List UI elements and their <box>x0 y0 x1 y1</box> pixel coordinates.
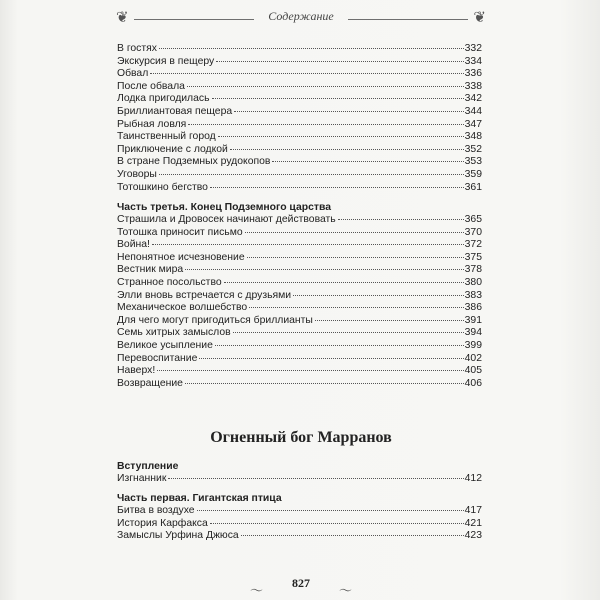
toc-entry: Таинственный город 348 <box>117 131 482 143</box>
toc-entry: Война! 372 <box>117 239 482 251</box>
toc-entry: Уговоры 359 <box>117 168 482 180</box>
running-header <box>112 6 490 28</box>
toc-section-continued <box>117 43 482 194</box>
toc-entry: Экскурсия в пещеру 334 <box>117 55 482 67</box>
left-flourish-icon: ❦ <box>116 8 129 26</box>
page-footer <box>240 574 362 599</box>
toc-entry: Механическое волшебство 386 <box>117 302 482 314</box>
toc-entry: Тотошкино бегство 361 <box>117 181 482 193</box>
toc-entry: Непонятное исчезновение 375 <box>117 251 482 263</box>
book-title: Огненный бог Марранов <box>210 429 392 446</box>
toc-entry: Обвал 336 <box>117 68 482 80</box>
toc-entry: Возвращение 406 <box>117 377 482 389</box>
toc-entry: Семь хитрых замыслов 394 <box>117 327 482 339</box>
introduction-title: Вступление <box>117 461 179 472</box>
toc-entry: Страшила и Дровосек начинают действовать 365 <box>117 214 482 225</box>
toc-part-three <box>117 201 482 390</box>
toc-entry: История Карфакса 421 <box>117 517 482 529</box>
toc-entry: Тотошка приносит письмо 370 <box>117 226 482 238</box>
toc-entry: В стране Подземных рудокопов 353 <box>117 156 482 168</box>
header-title: Содержание <box>268 9 334 23</box>
left-swash-icon: 〜 <box>250 584 264 599</box>
toc-entry: Бриллиантовая пещера 344 <box>117 105 482 117</box>
toc-entry: Вестник мира 378 <box>117 264 482 276</box>
toc-entry: Великое усыпление 399 <box>117 339 482 351</box>
right-swash-icon: 〜 <box>338 584 352 599</box>
header-rule-right <box>348 19 468 20</box>
toc-entry: После обвала 338 <box>117 80 482 92</box>
page-number: 827 <box>292 576 310 590</box>
part-three-title: Часть третья. Конец Подземного царства <box>117 202 331 213</box>
toc-introduction <box>117 460 482 486</box>
toc-entry: Для чего могут пригодиться бриллианты 391 <box>117 314 482 326</box>
toc-entry: Замыслы Урфина Джюса 423 <box>117 530 482 542</box>
toc-entry: Приключение с лодкой 352 <box>117 143 482 155</box>
toc-entry: Перевоспитание 402 <box>117 352 482 364</box>
toc-entry: Изгнанник 412 <box>117 473 482 484</box>
toc-entry: Лодка пригодилась 342 <box>117 93 482 105</box>
toc-entry: В гостях 332 <box>117 43 482 54</box>
toc-entry: Элли вновь встречается с друзьями 383 <box>117 289 482 301</box>
toc-entry: Наверх! 405 <box>117 365 482 377</box>
toc-part-one <box>117 492 482 543</box>
toc-entry: Рыбная ловля 347 <box>117 118 482 130</box>
toc-entry: Странное посольство 380 <box>117 276 482 288</box>
part-one-title: Часть первая. Гигантская птица <box>117 493 282 504</box>
toc-entry: Битва в воздухе 417 <box>117 505 482 516</box>
right-flourish-icon: ❦ <box>473 8 486 26</box>
